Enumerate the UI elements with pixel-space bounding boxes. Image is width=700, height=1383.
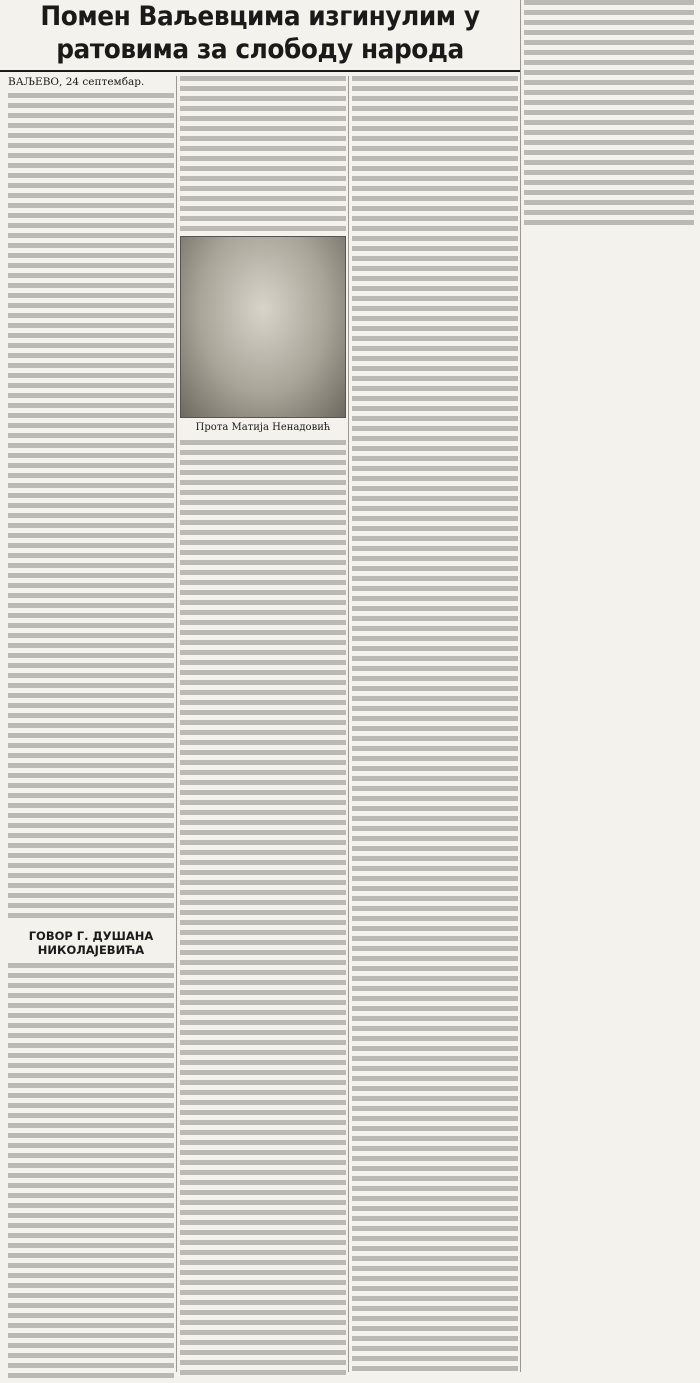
illegible-body-text (8, 93, 174, 923)
portrait-photo (180, 236, 346, 418)
dateline: ВАЉЕВО, 24 септембар. (8, 76, 145, 88)
illegible-body-text (524, 0, 694, 230)
column-divider (348, 76, 349, 1372)
headline-rule (0, 70, 520, 72)
illegible-body-text (352, 76, 518, 1371)
page-title: Помен Ваљевцима изгинулим у ратовима за слободу народа (40, 1, 480, 65)
illegible-body-text (180, 76, 346, 236)
column-divider (520, 0, 521, 1372)
article-column-1 (8, 76, 174, 1376)
article-column-4 (524, 0, 694, 1300)
article-column-3 (352, 76, 518, 1376)
column-divider (176, 76, 177, 1372)
photo-caption: Прота Матија Ненадовић (195, 422, 331, 433)
article-column-2 (180, 76, 346, 1376)
illegible-body-text (8, 963, 174, 1383)
illegible-body-text (180, 440, 346, 1375)
section-subheading: ГОВОР Г. ДУШАНА НИКОЛАЈЕВИЋА (28, 929, 154, 957)
